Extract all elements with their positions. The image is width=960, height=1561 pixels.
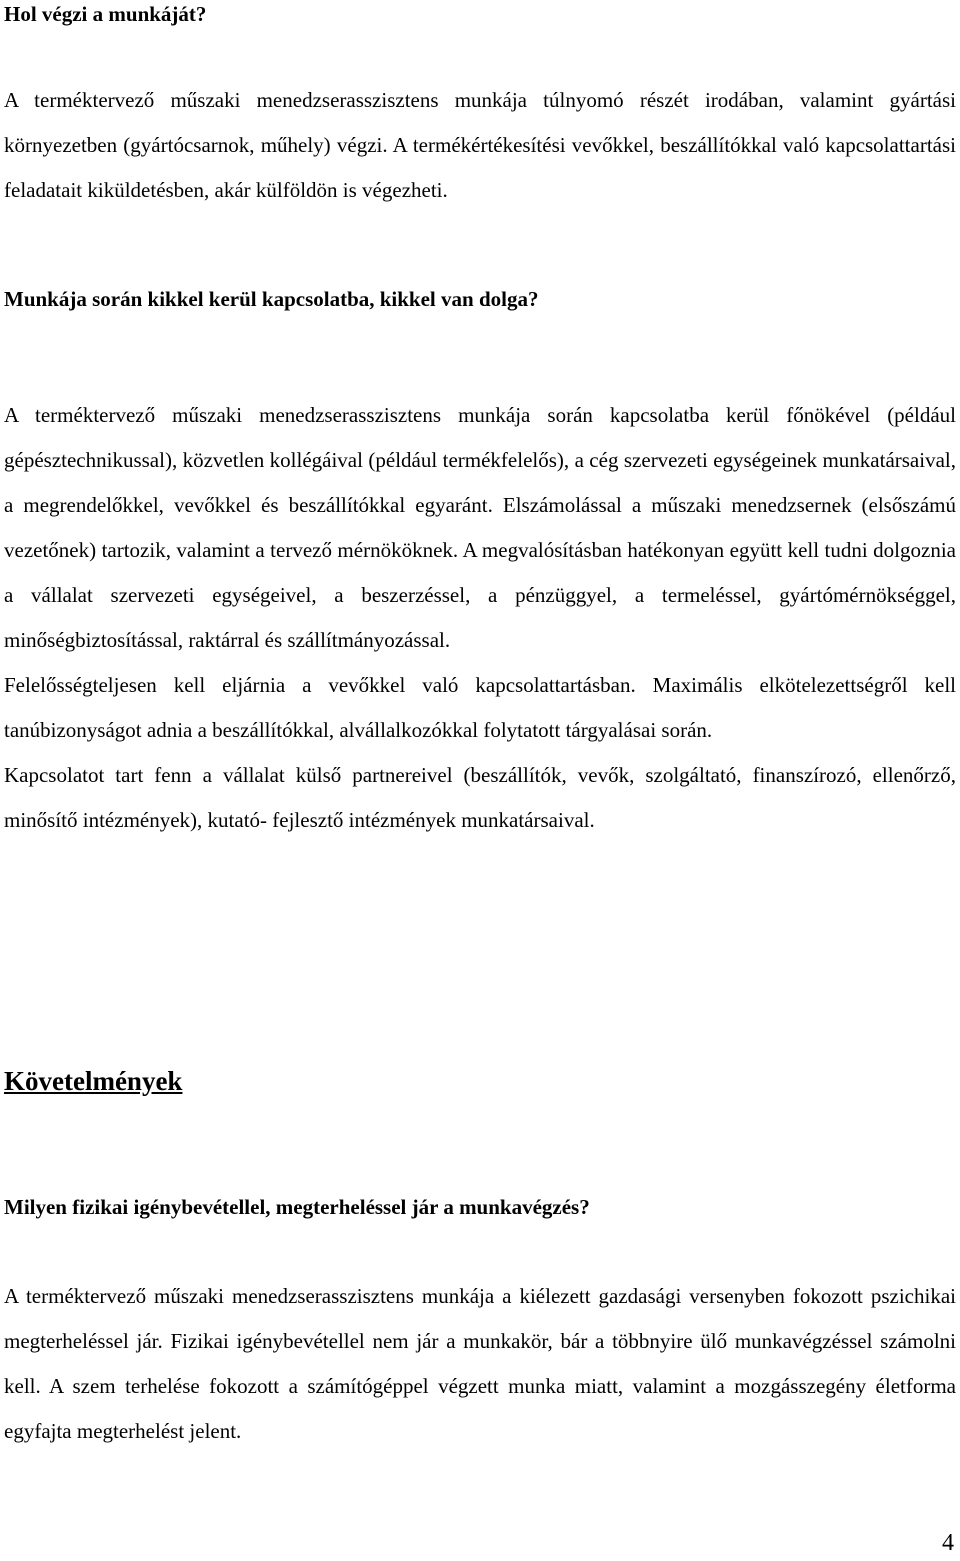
question-heading-workplace: Hol végzi a munkáját? bbox=[4, 2, 207, 26]
page-number: 4 bbox=[942, 1530, 954, 1556]
contacts-block bbox=[4, 393, 956, 843]
question-heading-contacts: Munkája során kikkel kerül kapcsolatba, kikkel van dolga? bbox=[4, 287, 539, 311]
paragraph-physical: A terméktervező műszaki menedzserasszisztens munkája a kiélezett gazdasági versenyben fokozott pszichikai megterheléssel jár. Fizikai igénybevétellel nem jár a munkakör, bár a többnyire ülő munkavégzéssel számolni kell. A szem terhelése fokozott a számítógéppel végzett munka miatt, valamint a mozgásszegény életforma egyfajta megterhelést jelent. bbox=[4, 1284, 956, 1443]
question-heading-physical: Milyen fizikai igénybevétellel, megterheléssel jár a munkavégzés? bbox=[4, 1195, 590, 1219]
paragraph-contacts-2: Felelősségteljesen kell eljárnia a vevőkkel való kapcsolattartásban. Maximális elkötelezettségről kell tanúbizonyságot adnia a beszállítókkal, alvállalkozókkal folytatott tárgyalásai során. bbox=[4, 673, 956, 742]
paragraph-contacts-1: A terméktervező műszaki menedzserasszisztens munkája során kapcsolatba kerül főnökével (például gépésztechnikussal), közvetlen kollégáival (például termékfelelős), a cég szervezeti egységeinek munkatársaival, a megrendelőkkel, vevőkkel és beszállítókkal egyaránt. Elszámolással a műszaki menedzsernek (elsőszámú vezetőnek) tartozik, valamint a tervező mérnököknek. A megvalósításban hatékonyan együtt kell tudni dolgoznia a vállalat szervezeti egységeivel, a beszerzéssel, a pénzüggyel, a termeléssel, gyártómérnökséggel, minőségbiztosítással, raktárral és szállítmányozással. bbox=[4, 403, 956, 652]
section-heading-requirements: Követelmények bbox=[4, 1066, 183, 1096]
paragraph-workplace: A terméktervező műszaki menedzserasszisztens munkája túlnyomó részét irodában, valamint gyártási környezetben (gyártócsarnok, műhely) végzi. A termékértékesítési vevőkkel, beszállítókkal való kapcsolattartási feladatait kiküldetésben, akár külföldön is végezheti. bbox=[4, 88, 956, 202]
paragraph-contacts-3: Kapcsolatot tart fenn a vállalat külső partnereivel (beszállítók, vevők, szolgáltató, finanszírozó, ellenőrző, minősítő intézmények), kutató- fejlesztő intézmények munkatársaival. bbox=[4, 763, 956, 832]
